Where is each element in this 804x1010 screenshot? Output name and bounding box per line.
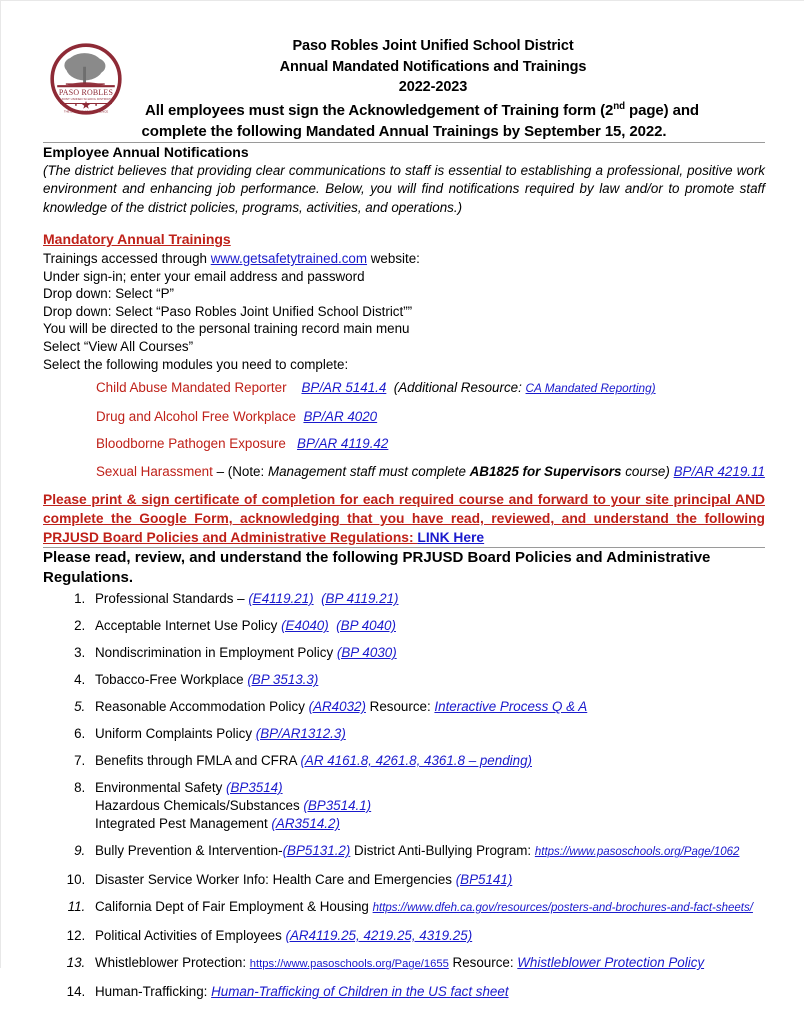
list-item: 10. Disaster Service Worker Info: Health Care and Emergencies (BP5141) (89, 871, 765, 888)
list-item: 11. California Dept of Fair Employment & Housing https://www.dfeh.ca.gov/resources/posters-and-brochures-and-fact-sheets/ (89, 898, 765, 917)
step-website: Trainings accessed through www.getsafetytrained.com website: (43, 251, 420, 266)
step-view-all-courses: Select “View All Courses” (43, 338, 194, 354)
svg-text:THE DISTRICT OF EXCELLENCE: THE DISTRICT OF EXCELLENCE (63, 109, 109, 114)
training-modules-list (43, 379, 765, 480)
list-item: 7. Benefits through FMLA and CFRA (AR 4161.8, 4261.8, 4361.8 – pending) (89, 752, 765, 769)
policies-list (43, 590, 765, 1000)
district-seal-icon (50, 43, 122, 115)
whistleblower-policy-link[interactable]: Whistleblower Protection Policy (517, 955, 705, 971)
list-item: 2. Acceptable Internet Use Policy (E4040) (BP 4040) (89, 617, 765, 634)
section-heading-policies: Please read, review, and understand the following PRJUSD Board Policies and Administrative Regulations. (43, 549, 711, 587)
section-heading-notifications: Employee Annual Notifications (43, 143, 249, 160)
step-select-modules: Select the following modules you need to complete: (43, 356, 349, 372)
step-dropdown-district: Drop down: Select “Paso Robles Joint Unified School District”” (43, 303, 413, 319)
statement-part-1: All employees must sign the Acknowledgement of Training form (2 (145, 101, 614, 119)
policy-link[interactable]: (AR 4161.8, 4261.8, 4361.8 – pending) (300, 753, 532, 769)
module-row (96, 379, 765, 397)
svg-text:JOINT UNIFIED SCHOOL DISTRICT: JOINT UNIFIED SCHOOL DISTRICT (61, 96, 111, 101)
module-name: Bloodborne Pathogen Exposure (96, 436, 286, 452)
document-header (43, 35, 765, 142)
list-item: 12. Political Activities of Employees (AR4119.25, 4219.25, 4319.25) (89, 927, 765, 944)
policy-link[interactable]: (BP 4119.21) (321, 591, 399, 607)
google-form-link[interactable]: LINK Here (417, 530, 485, 546)
interactive-process-link[interactable]: Interactive Process Q & A (434, 699, 588, 715)
list-item: 5. Reasonable Accommodation Policy (AR4032) Resource: Interactive Process Q & A (89, 698, 765, 715)
policy-link[interactable]: (BP/AR1312.3) (255, 726, 346, 742)
certificate-instruction-block (43, 490, 765, 547)
policy-link[interactable]: (BP 3513.3) (247, 672, 319, 688)
list-item: 14. Human-Trafficking: Human-Trafficking of Children in the US fact sheet (89, 983, 765, 1000)
policy-link[interactable]: (BP5141) (455, 872, 513, 888)
module-row-sexual-harassment (96, 463, 765, 480)
dfeh-resources-url[interactable]: https://www.dfeh.ca.gov/resources/posters-and-brochures-and-fact-sheets/ (372, 902, 753, 915)
certificate-instruction-text: Please print & sign certificate of completion for each required course and forward to your site principal AND complete the Google Form, acknowledging that you have read, reviewed, and understand the following PRJUSD Board Policies and Administrative Regulations: (43, 492, 765, 546)
module-note-tail: course) (621, 463, 670, 479)
title-line-district: Paso Robles Joint Unified School District (292, 38, 574, 54)
policy-link[interactable]: (AR3514.2) (271, 816, 340, 832)
policy-link[interactable]: (BP 4030) (336, 645, 397, 661)
statement-part-2: page) and (624, 101, 699, 119)
section-heading-mandatory-trainings: Mandatory Annual Trainings (43, 231, 231, 247)
policy-link[interactable]: (BP5131.2) (282, 843, 351, 859)
list-item: 8. Environmental Safety (BP3514) Hazardous Chemicals/Substances (BP3514.1) Integrated Pest Management (AR3514.2) (89, 779, 765, 832)
list-item: 3. Nondiscrimination in Employment Policy (BP 4030) (89, 644, 765, 661)
whistleblower-page-url[interactable]: https://www.pasoschools.org/Page/1655 (249, 958, 449, 971)
module-policy-link[interactable]: BP/AR 4219.11 (673, 463, 765, 479)
statement-superscript: nd (613, 100, 625, 112)
module-row (96, 435, 765, 452)
policy-link[interactable]: (AR4119.25, 4219.25, 4319.25) (285, 928, 473, 944)
list-item: 1. Professional Standards – (E4119.21) (BP 4119.21) (89, 590, 765, 607)
training-access-steps (43, 250, 765, 373)
list-item-subline: Integrated Pest Management (AR3514.2) (95, 816, 340, 832)
policy-link[interactable]: (E4119.21) (248, 591, 314, 607)
list-item: 13. Whistleblower Protection: https://www.pasoschools.org/Page/1655 Resource: Whistleblower Protection Policy (89, 954, 765, 973)
module-name: Drug and Alcohol Free Workplace (96, 408, 296, 424)
policy-link[interactable]: (BP3514) (226, 780, 283, 796)
module-extra-prefix: (Additional Resource: (393, 380, 526, 396)
step-main-menu: You will be directed to the personal training record main menu (43, 321, 410, 337)
list-item: 4. Tobacco-Free Workplace (BP 3513.3) (89, 671, 765, 688)
policy-link[interactable]: (BP 4040) (336, 618, 396, 634)
module-policy-link[interactable]: BP/AR 5141.4 (301, 380, 387, 396)
list-item-subline: Hazardous Chemicals/Substances (BP3514.1) (95, 798, 372, 814)
module-name: Sexual Harassment (96, 463, 213, 479)
policy-link[interactable]: (E4040) (281, 618, 329, 634)
document-title-group (43, 35, 765, 98)
step-dropdown-p: Drop down: Select “P” (43, 286, 174, 302)
title-line-year: 2022-2023 (398, 79, 468, 95)
module-note-dash: – (Note: (212, 463, 268, 479)
module-row (96, 408, 765, 425)
list-item: 6. Uniform Complaints Policy (BP/AR1312.3) (89, 725, 765, 742)
svg-text:PASO ROBLES: PASO ROBLES (58, 87, 114, 97)
anti-bullying-program-url[interactable]: https://www.pasoschools.org/Page/1062 (534, 846, 740, 859)
module-policy-link[interactable]: BP/AR 4119.42 (297, 436, 389, 452)
document-content (43, 35, 765, 1010)
step-signin: Under sign-in; enter your email address and password (43, 268, 365, 284)
module-policy-link[interactable]: BP/AR 4020 (303, 408, 378, 424)
mandatory-statement (43, 100, 765, 142)
module-note-bold: AB1825 for Supervisors (469, 463, 622, 479)
ca-mandated-reporting-link[interactable]: CA Mandated Reporting) (525, 381, 656, 396)
policy-link[interactable]: (AR4032) (308, 699, 366, 715)
getsafetytrained-link[interactable]: www.getsafetytrained.com (210, 251, 368, 266)
module-name: Child Abuse Mandated Reporter (96, 380, 287, 396)
statement-part-3: complete the following Mandated Annual Trainings by September 15, 2022. (141, 122, 667, 140)
policy-link[interactable]: (BP3514.1) (303, 798, 372, 814)
human-trafficking-factsheet-link[interactable]: Human-Trafficking of Children in the US fact sheet (211, 984, 509, 1000)
module-note-italic: Management staff must complete (267, 463, 470, 479)
notifications-body: (The district believes that providing clear communications to staff is essential to establishing a professional, positive work environment and enhancing job performance. Below, you will find notifications required by law and/or to promote staff knowledge of the district policies, programs, activities, and operations.) (43, 162, 765, 215)
title-line-subject: Annual Mandated Notifications and Trainings (279, 58, 587, 75)
list-item: 9. Bully Prevention & Intervention-(BP5131.2) District Anti-Bullying Program: https://www.pasoschools.org/Page/1062 (89, 842, 765, 861)
